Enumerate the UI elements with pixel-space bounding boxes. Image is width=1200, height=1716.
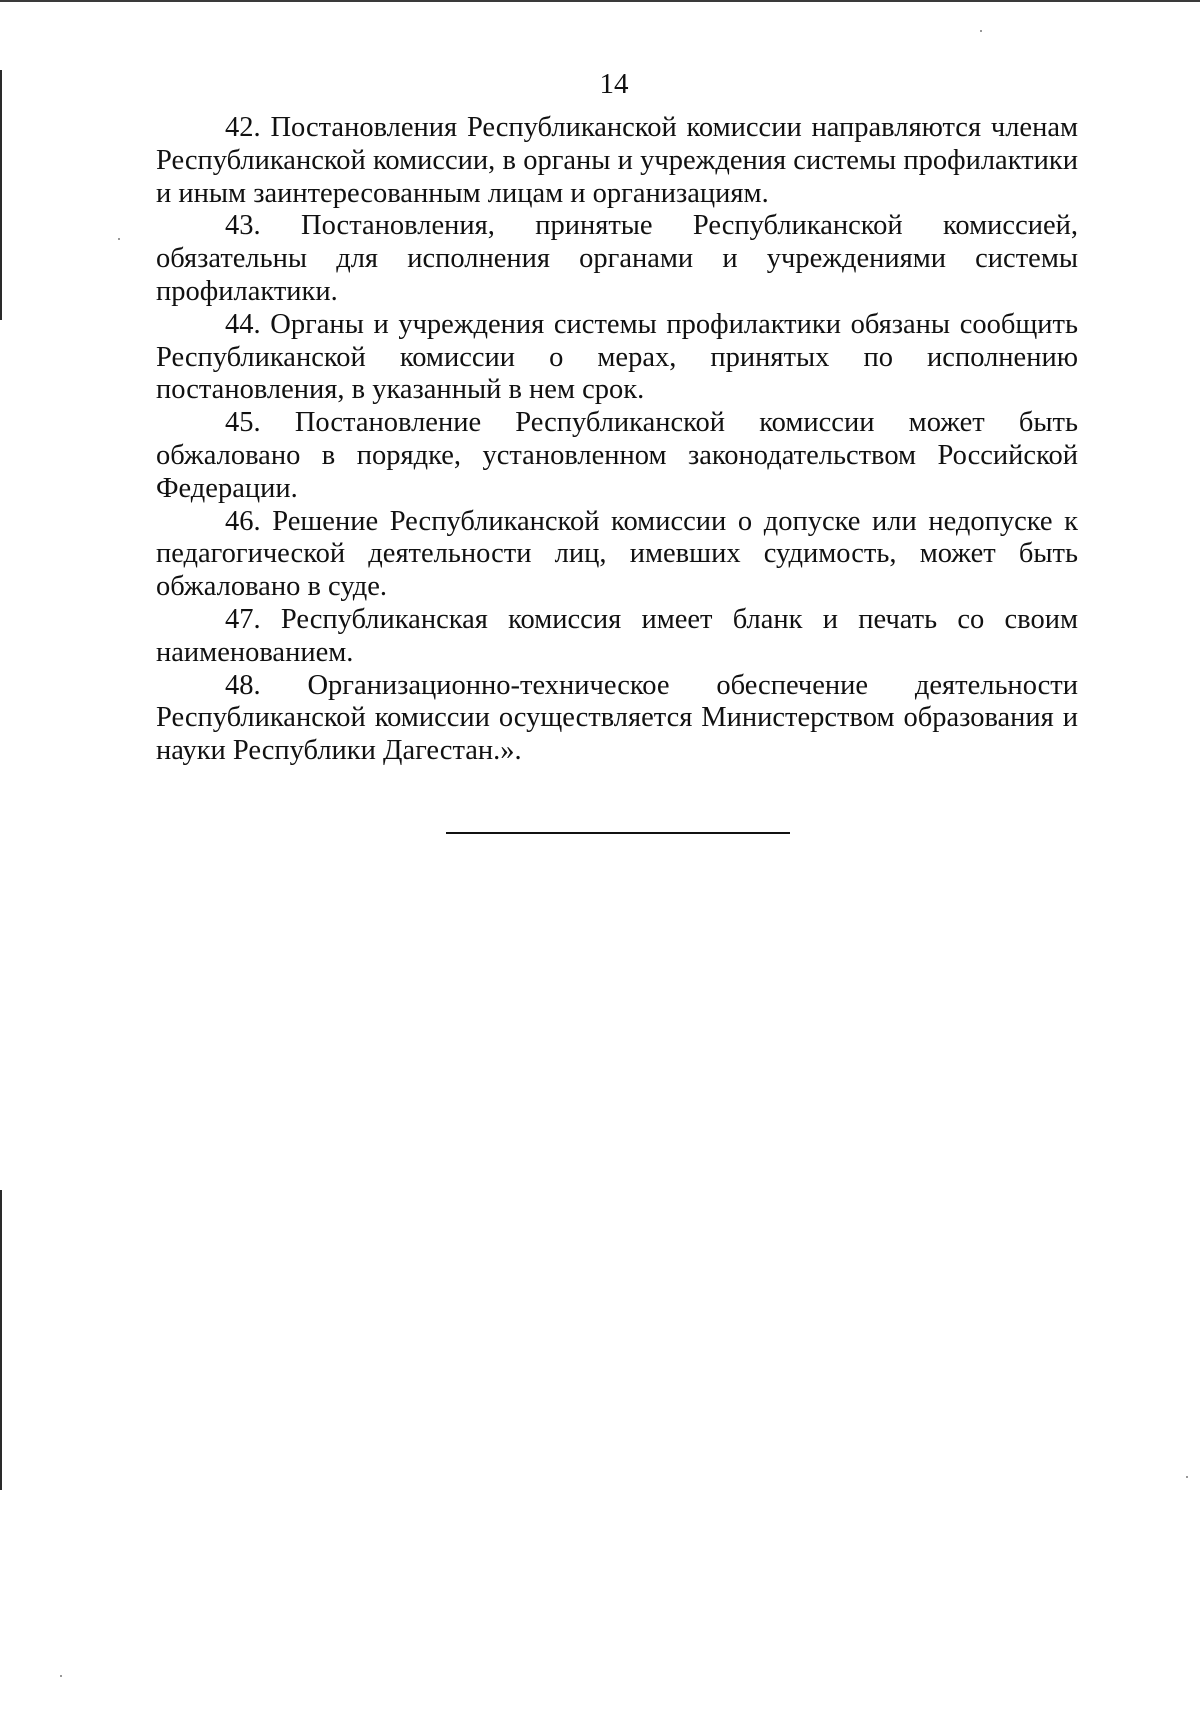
paragraph-number: 48. — [225, 669, 261, 701]
scan-left-edge — [0, 1190, 2, 1490]
paragraph-number: 43. — [225, 210, 261, 242]
scan-top-edge — [0, 0, 1200, 2]
paragraph-text: Постановления Республиканской комиссии направляются членам Республиканской комиссии, в органы и учреждения системы профилактики и иным заинтересованным лицам и организациям. — [156, 112, 1079, 209]
scan-speck — [60, 1675, 62, 1677]
paragraph-number: 47. — [225, 603, 261, 635]
page-number: 14 — [599, 68, 629, 100]
paragraph-46 — [156, 506, 1078, 604]
paragraph-42 — [156, 112, 1078, 210]
paragraph-45 — [156, 407, 1078, 505]
paragraph-number: 42. — [225, 112, 261, 143]
paragraph-43 — [156, 210, 1078, 308]
paragraph-47 — [156, 604, 1078, 670]
scan-speck — [980, 30, 982, 32]
paragraph-text: Органы и учреждения системы профилактики обязаны сообщить Республиканской комиссии о мерах, принятых по исполнению постановления, в указанный в нем срок. — [156, 308, 1079, 406]
paragraph-number: 45. — [225, 407, 261, 439]
paragraph-44 — [156, 309, 1078, 407]
paragraph-text: Республиканская комиссия имеет бланк и печать со своим наименованием. — [156, 603, 1078, 668]
scan-speck — [118, 238, 120, 240]
paragraph-number: 46. — [225, 505, 261, 537]
document-body — [156, 112, 1078, 768]
paragraph-text: Решение Республиканской комиссии о допуске или недопуске к педагогической деятельности лиц, имевших судимость, может быть обжаловано в суде. — [156, 505, 1078, 603]
end-of-text-rule — [446, 832, 790, 834]
paragraph-text: Организационно-техническое обеспечение деятельности Республиканской комиссии осуществляется Министерством образования и науки Республики Дагестан.». — [156, 669, 1079, 767]
paragraph-number: 44. — [225, 308, 261, 340]
paragraph-text: Постановление Республиканской комиссии может быть обжаловано в порядке, установленном законодательством Российской Федерации. — [156, 407, 1078, 504]
scan-speck — [1186, 1476, 1188, 1478]
paragraph-text: Постановления, принятые Республиканской комиссией, обязательны для исполнения органами и учреждениями системы профилактики. — [156, 210, 1079, 307]
paragraph-48 — [156, 670, 1078, 768]
scan-left-edge — [0, 70, 2, 320]
